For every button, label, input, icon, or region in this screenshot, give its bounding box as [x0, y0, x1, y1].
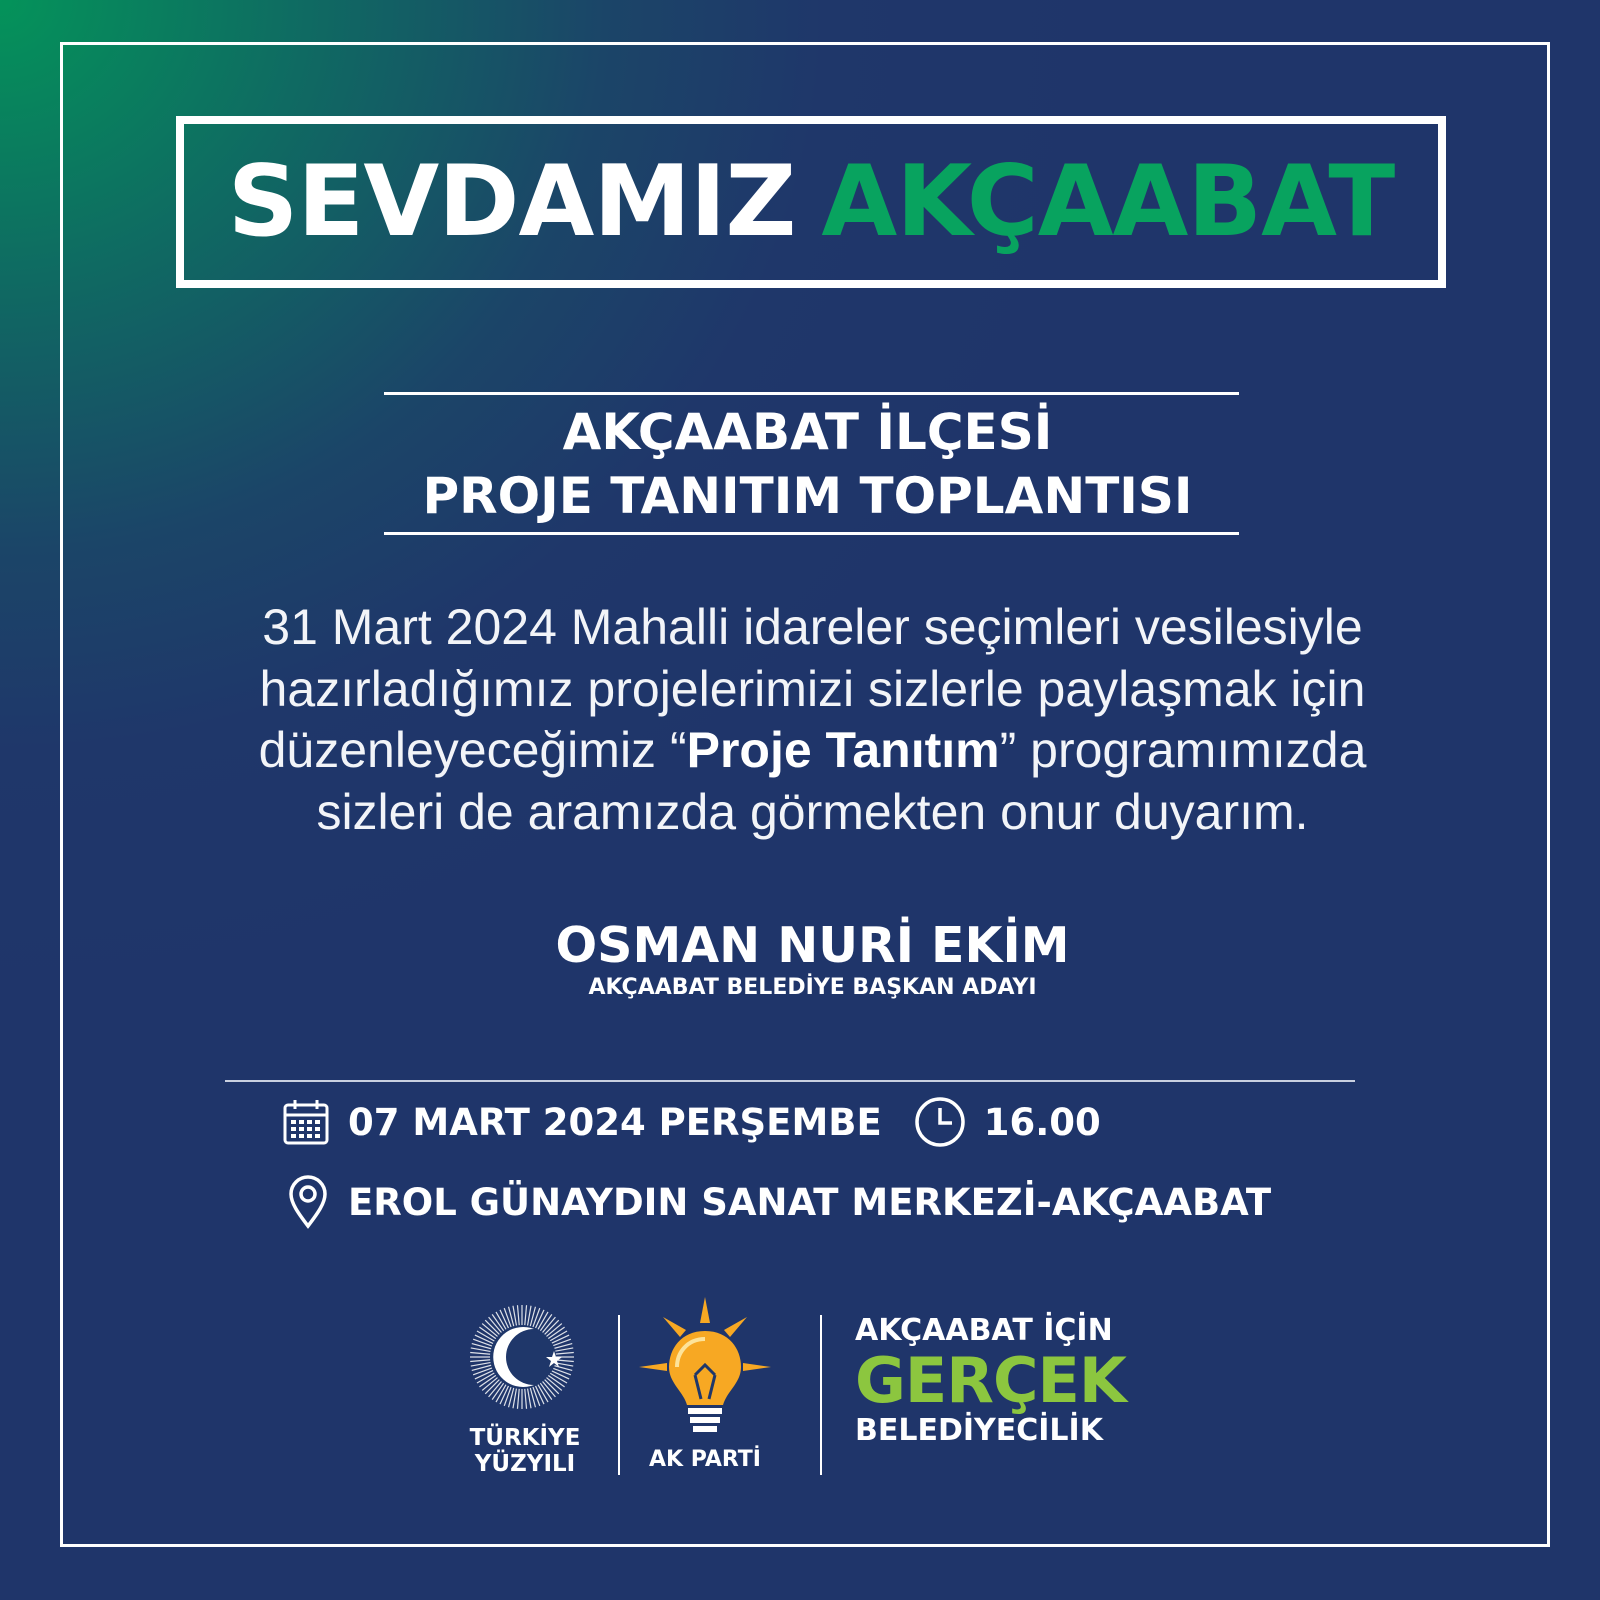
headline-part1: SEVDAMIZ: [227, 145, 796, 259]
slogan-line1: AKÇAABAT İÇİN: [855, 1313, 1113, 1348]
slogan: [855, 1313, 1155, 1449]
host-name: OSMAN NURİ EKİM: [555, 917, 1070, 974]
event-time: 16.00: [983, 1100, 1101, 1144]
yuzyili-line: YÜZYILI: [474, 1451, 576, 1477]
invitation-line3-bold: Proje Tanıtım: [686, 722, 1000, 778]
event-venue: EROL GÜNAYDIN SANAT MERKEZİ-AKÇAABAT: [348, 1180, 1272, 1224]
venue-row: [288, 1172, 1271, 1232]
slogan-line2: GERÇEK: [855, 1344, 1126, 1417]
event-title: [380, 400, 1235, 528]
title-bottom-rule: [384, 532, 1239, 535]
title-top-rule: [384, 392, 1239, 395]
logo-separator-2: [820, 1315, 822, 1475]
event-date: 07 MART 2024 PERŞEMBE: [348, 1100, 882, 1144]
turkiye-yuzyili-text: [450, 1425, 600, 1477]
host-title: AKÇAABAT BELEDİYE BAŞKAN ADAYI: [588, 975, 1037, 1000]
invitation-line2: hazırladığımız projelerimizi sizlerle paylaşmak için: [259, 660, 1366, 717]
invitation-line3-after: ” programımızda: [999, 722, 1367, 778]
slogan-line3: BELEDİYECİLİK: [855, 1413, 1103, 1448]
invitation-line1: 31 Mart 2024 Mahalli idareler seçimleri vesilesiyle: [262, 599, 1363, 655]
event-title-line2: PROJE TANITIM TOPLANTISI: [422, 467, 1193, 525]
event-title-line1: AKÇAABAT İLÇESİ: [562, 403, 1053, 461]
turkiye-yuzyili-logo: [450, 1295, 600, 1485]
turkiye-line: TÜRKİYE: [469, 1425, 581, 1451]
clock-icon: [914, 1096, 966, 1148]
calendar-icon: [282, 1098, 330, 1146]
headline-part2: AKÇAABAT: [821, 145, 1395, 259]
date-time-row: [282, 1092, 1101, 1152]
details-divider: [225, 1080, 1355, 1082]
invitation-text: [200, 597, 1425, 843]
invitation-line4: sizleri de aramızda görmekten onur duyarım.: [316, 783, 1309, 840]
invitation-line3-before: düzenleyeceğimiz “: [258, 722, 687, 778]
ak-parti-logo: [635, 1295, 775, 1485]
headline-box: [176, 116, 1446, 288]
logo-strip: [450, 1295, 1150, 1485]
ak-parti-text: AK PARTİ: [648, 1447, 761, 1472]
logo-separator-1: [618, 1315, 620, 1475]
crescent-star-emblem-icon: [450, 1295, 600, 1415]
lightbulb-icon: [635, 1295, 775, 1445]
location-pin-icon: [288, 1175, 328, 1229]
invitation-line3: [200, 720, 1425, 782]
